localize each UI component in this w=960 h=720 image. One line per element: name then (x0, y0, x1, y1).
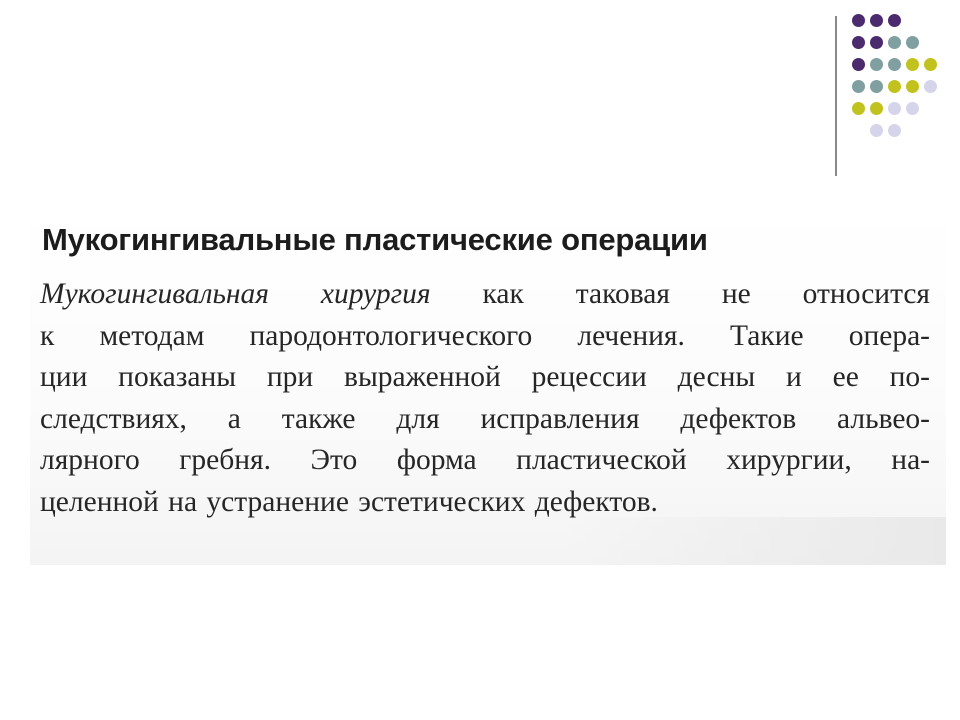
dot-purple (870, 36, 883, 49)
section-heading: Мукогингивальные пластические операции (42, 222, 708, 257)
dot-purple (852, 58, 865, 71)
dot-purple (870, 14, 883, 27)
italic-term: Мукогингивальная хирургия (40, 278, 431, 310)
dot-teal (870, 58, 883, 71)
dot-lavender (906, 102, 919, 115)
vertical-divider (835, 16, 837, 176)
dot-olive (924, 58, 937, 71)
paragraph-line-1 (40, 274, 930, 316)
dot-olive (888, 80, 901, 93)
dot-lavender (888, 124, 901, 137)
paragraph-line-2: к методам пародонтологического лечения. Такие опера- (40, 319, 930, 352)
dot-lavender (870, 124, 883, 137)
paragraph-line-6: целенной на устранение эстетических дефектов. (40, 485, 658, 518)
dot-teal (906, 36, 919, 49)
dot-teal (888, 58, 901, 71)
dot-olive (870, 102, 883, 115)
dot-purple (852, 36, 865, 49)
body-paragraph (40, 274, 930, 523)
dot-lavender (924, 80, 937, 93)
dot-teal (870, 80, 883, 93)
dot-purple (852, 14, 865, 27)
line-text: как таковая не относится (482, 278, 930, 310)
decorative-dot-grid (852, 14, 936, 158)
dot-teal (852, 80, 865, 93)
dot-purple (888, 14, 901, 27)
scan-shadow (566, 517, 946, 565)
dot-olive (906, 80, 919, 93)
dot-olive (906, 58, 919, 71)
paragraph-line-4: следствиях, а также для исправления дефектов альвео- (40, 402, 930, 435)
paragraph-line-3: ции показаны при выраженной рецессии десны и ее по- (40, 361, 930, 393)
dot-teal (888, 36, 901, 49)
paragraph-line-5: лярного гребня. Это форма пластической хирургии, на- (40, 444, 930, 476)
dot-lavender (888, 102, 901, 115)
dot-olive (852, 102, 865, 115)
